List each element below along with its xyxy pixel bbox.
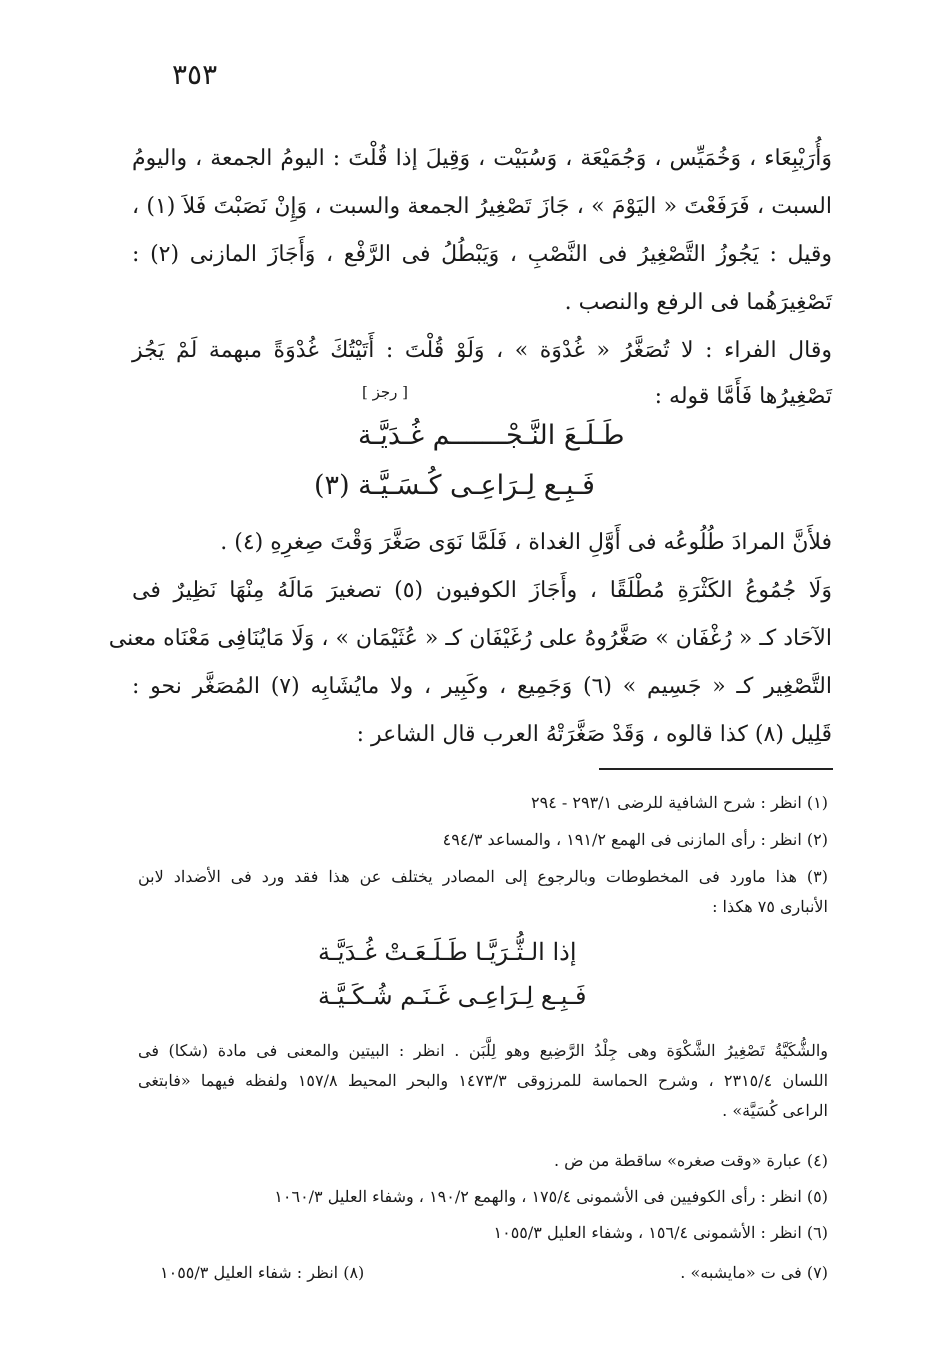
paragraph-line: فلأَنَّ المرادَ طُلُوعُه فى أَوَّلِ الغداة ، فَلَمَّا نَوَى صَغَّرَ وَقْتَ صِغرِهِ (٤) . (220, 530, 832, 555)
footnote-2: (٢) انظر : رأى المازنى فى الهمع ١٩١/٢ ، والمساعد ٤٩٤/٣ (442, 830, 828, 849)
meter-label: [ رجز ] (362, 383, 409, 401)
footnote-8: (٨) انظر : شفاء العليل ١٠٥٥/٣ (160, 1263, 365, 1282)
paragraph-line: الآحَاد كـ « رُغْفَان » صَغَّرُوهُ على رُغَيْفَان كـ « عُثَيْمَان » ، وَلَا مَايُنَافِى مَعْنَاه معنى (108, 626, 832, 651)
footnote-line: اللسان ٢٣١٥/٤ ، وشرح الحماسة للمرزوقى ١٤٧٣/٣ والبحر المحيط ١٥٧/٨ ولفظه فيهما «فابتغى (138, 1071, 829, 1090)
paragraph-line: تَصْغِيرَهُما فى الرفع والنصب . (564, 290, 832, 315)
footnote-3 (138, 862, 828, 922)
footnote-verse: فَـبِـع لِـرَاعِـى غَـنَـم شُـكَـيَّـة (318, 982, 587, 1010)
verse-line: طَـلَـعَ النَّـجْـــــــم غُـدَيَّـة (358, 420, 625, 451)
paragraph-line: التَّصْغِير كـ « جَسِيم » (٦) وَجَمِيع ، وكَبِير ، ولا مايُشَابِه (٧) المُصَغَّر نحو : (132, 674, 832, 699)
footnote-4: (٤) عبارة «وقت صغره» ساقطة من ض . (553, 1151, 828, 1170)
footnote-3-continued (138, 1036, 828, 1126)
footnote-1: (١) انظر : شرح الشافية للرضى ٢٩٣/١ - ٢٩٤ (531, 793, 828, 812)
footnote-6: (٦) انظر : الأشمونى ١٥٦/٤ ، وشفاء العليل ١٠٥٥/٣ (493, 1223, 828, 1242)
footnote-line: (٣) هذا ماورد فى المخطوطات وبالرجوع إلى المصادر يختلف عن هذا فقد ورد فى الأضداد لابن (138, 867, 828, 886)
footnote-line: والشُّكَيَّةُ تَصْغِيرُ الشَّكْوَة وهى جِلْدُ الرَّضِيع وهو لِلَّبَن . انظر : البيتين والمعنى فى مادة (شكا) فى (138, 1041, 828, 1060)
footnote-7: (٧) فى ت «مايشبه» . (680, 1263, 828, 1282)
paragraph-line: وقال الفراء : لا تُصَغَّرُ « غُدْوَة » ، وَلَوْ قُلْتَ : أَتَيْتُكَ غُدْوَةً مبهمة لَمْ يَجُز (132, 338, 832, 363)
paragraph-line: وَأُرَيْبِعَاء ، وَخُمَيِّس ، وَجُمَيْعَة ، وَسُبَيْت ، وَقِيلَ إذا قُلْتَ : اليومُ الجمعة ، واليومُ (132, 146, 832, 171)
footnote-divider (599, 768, 833, 770)
page-number: ٣٥٣ (172, 58, 218, 91)
footnote-line: الراعى كُسَيَّة» . (722, 1101, 828, 1120)
footnote-verse: إذا الـثُّـرَيَّـا طَـلَـعَـتْ غُـدَيَّـة (318, 938, 577, 966)
footnote-line: الأنبارى ٧٥ هكذا : (712, 897, 828, 916)
paragraph-line: تَصْغِيرُها فَأَمَّا قوله : (654, 384, 832, 409)
footnote-5: (٥) انظر : رأى الكوفيين فى الأشمونى ١٧٥/٤ ، والهمع ١٩٠/٢ ، وشفاء العليل ١٠٦٠/٣ (274, 1187, 828, 1206)
paragraph-line: قَلِيل (٨) كذا قالوه ، وَقَدْ صَغَّرَتْهُ العرب قال الشاعر : (356, 722, 832, 747)
verse-line: فَـبِـع لِـرَاعِـى كُـسَـيَّـة (٣) (314, 470, 595, 501)
paragraph-line: وقيل : يَجُوزُ التَّصْغِيرُ فى النَّصْبِ ، وَيَبْطُلُ فى الرَّفْع ، وَأَجَازَ المازنى (٢) : (132, 242, 832, 267)
paragraph-line: السبت ، فَرَفَعْتَ « اليَوْمَ » ، جَازَ تَصْغِيرُ الجمعة والسبت ، وَإِنْ نَصَبْتَ فَلاَ (١) ، (132, 194, 832, 219)
paragraph-line: وَلَا جُمُوعُ الكَثْرَةِ مُطْلَقًا ، وأَجَازَ الكوفيون (٥) تصغيرَ مَالَهُ مِنْهَا نَظِيرٌ فى (132, 578, 832, 603)
